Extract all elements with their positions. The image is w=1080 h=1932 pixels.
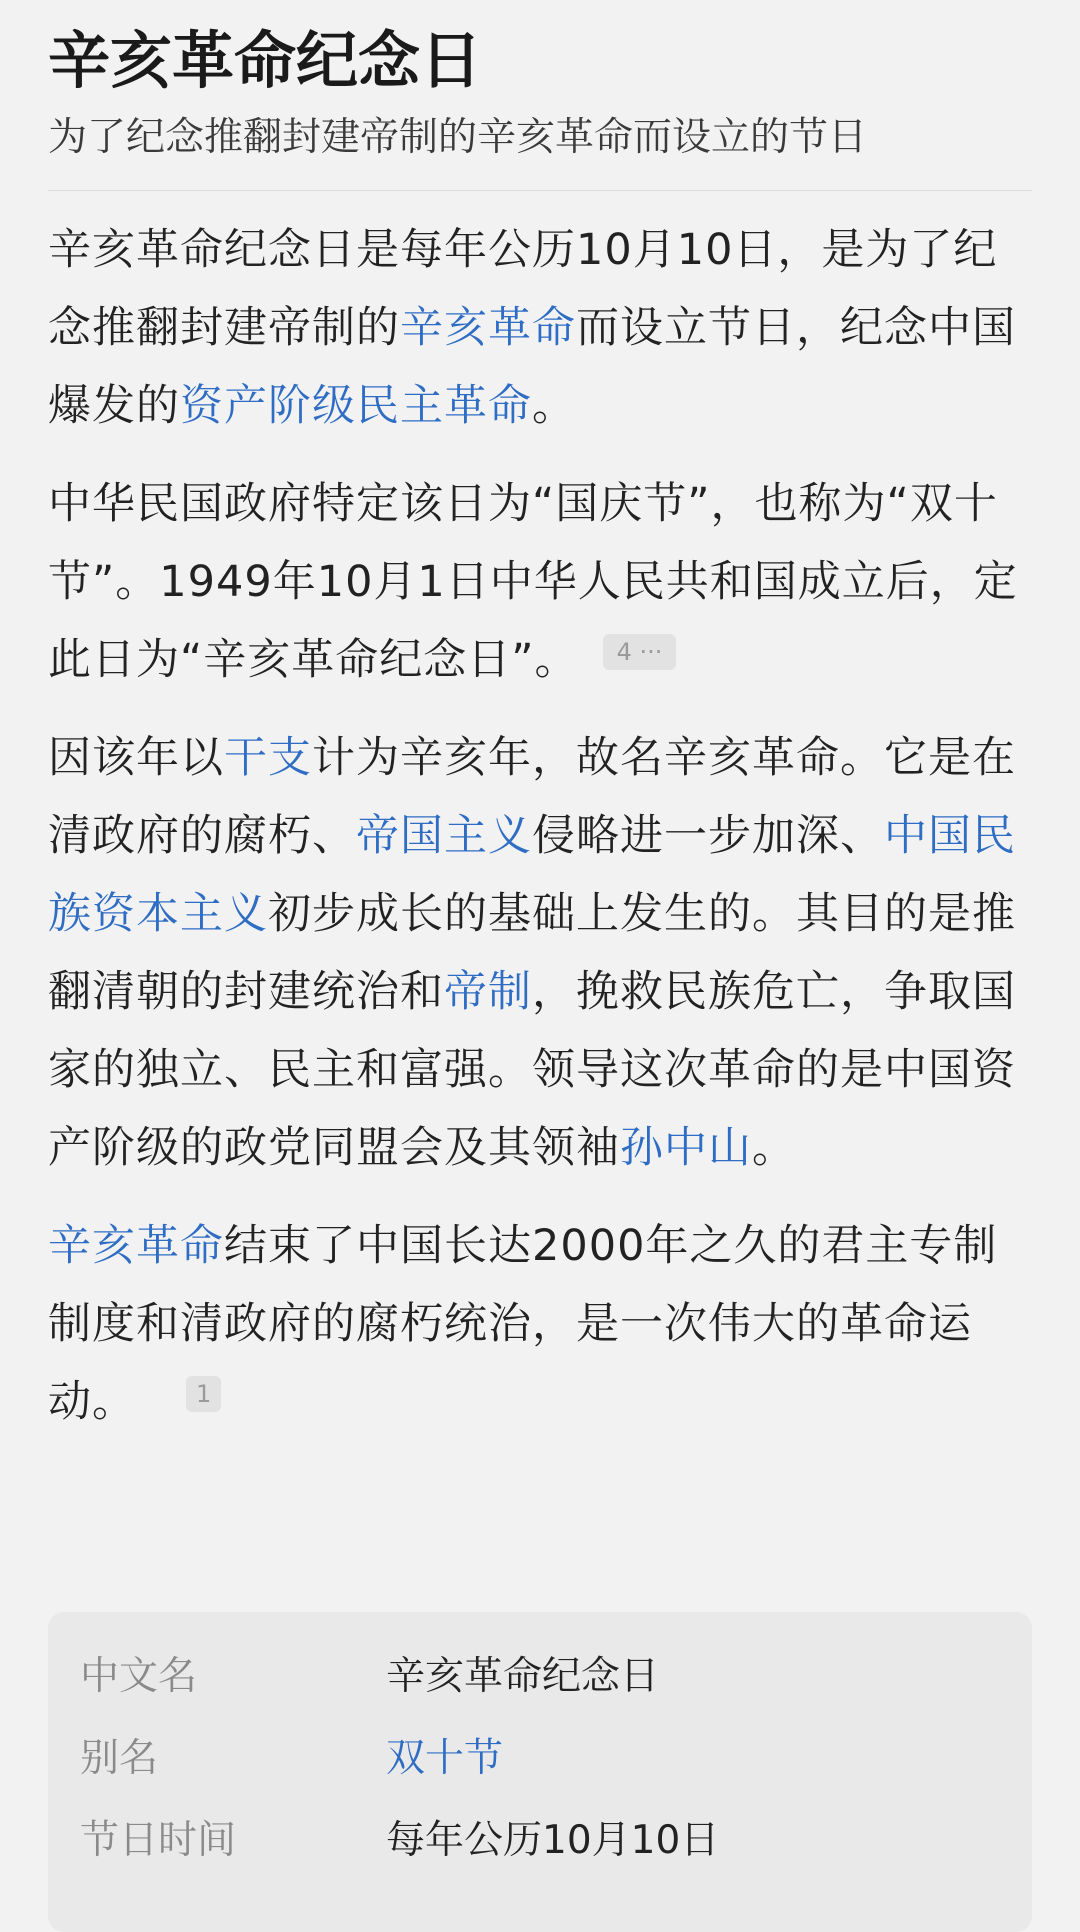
paragraph-3 <box>48 719 1032 1187</box>
link-xinhai-revolution-2[interactable]: 辛亥革命 <box>48 1221 224 1271</box>
link-sun-yat-sen[interactable]: 孙中山 <box>620 1123 752 1173</box>
page-title: 辛亥革命纪念日 <box>48 24 483 97</box>
infobox-row-holiday-date <box>80 1796 1000 1878</box>
text-span: 。 <box>532 381 576 431</box>
text-span: 侵略进一步加深、 <box>532 811 884 861</box>
text-span: 初步成长的基础上发生的。其目的是推翻清朝的封建统治和 <box>48 889 1016 1017</box>
infobox-row-chinese-name <box>80 1632 1000 1714</box>
link-imperialism[interactable]: 帝国主义 <box>356 811 532 861</box>
infobox-value: 辛亥革命纪念日 <box>386 1654 660 1699</box>
link-xinhai-revolution[interactable]: 辛亥革命 <box>400 303 576 353</box>
text-span: 而设立节日，纪念中国爆发的 <box>48 303 1016 431</box>
paragraph-2 <box>48 465 1032 699</box>
link-monarchy[interactable]: 帝制 <box>444 967 532 1017</box>
reference-badge[interactable]: 4 ··· <box>603 634 677 670</box>
text-span: ，挽救民族危亡，争取国家的独立、民主和富强。领导这次革命的是中国资产阶级的政党同盟会及其领袖 <box>48 967 1016 1173</box>
infobox-row-alias <box>80 1714 1000 1796</box>
divider <box>48 190 1032 191</box>
paragraph-4 <box>48 1207 1032 1441</box>
text-span: 计为辛亥年，故名辛亥革命。它是在清政府的腐朽、 <box>48 733 1016 861</box>
link-bourgeois-democratic-revolution[interactable]: 资产阶级民主革命 <box>180 381 532 431</box>
link-double-ten[interactable]: 双十节 <box>386 1736 504 1781</box>
link-ganzhi[interactable]: 干支 <box>224 733 312 783</box>
infobox-value: 每年公历10月10日 <box>386 1818 720 1863</box>
text-span: 结束了中国长达2000年之久的君主专制制度和清政府的腐朽统治，是一次伟大的革命运动。 <box>48 1221 998 1427</box>
text-span: 。 <box>752 1123 796 1173</box>
page-subtitle: 为了纪念推翻封建帝制的辛亥革命而设立的节日 <box>48 115 868 160</box>
paragraph-1 <box>48 211 1032 445</box>
infobox-label: 别名 <box>80 1736 159 1781</box>
link-chinese-national-capitalism[interactable]: 中国民族资本主义 <box>48 811 1016 939</box>
text-span: 中华民国政府特定该日为“国庆节”，也称为“双十节”。1949年10月1日中华人民共和国成立后，定此日为“辛亥革命纪念日”。 <box>48 479 1018 685</box>
infobox-label: 中文名 <box>80 1654 198 1699</box>
infobox-label: 节日时间 <box>80 1818 237 1863</box>
infobox <box>48 1612 1032 1932</box>
reference-badge[interactable]: 1 <box>186 1376 221 1412</box>
text-span: 因该年以 <box>48 733 224 783</box>
text-span: 辛亥革命纪念日是每年公历10月10日，是为了纪念推翻封建帝制的 <box>48 225 998 353</box>
